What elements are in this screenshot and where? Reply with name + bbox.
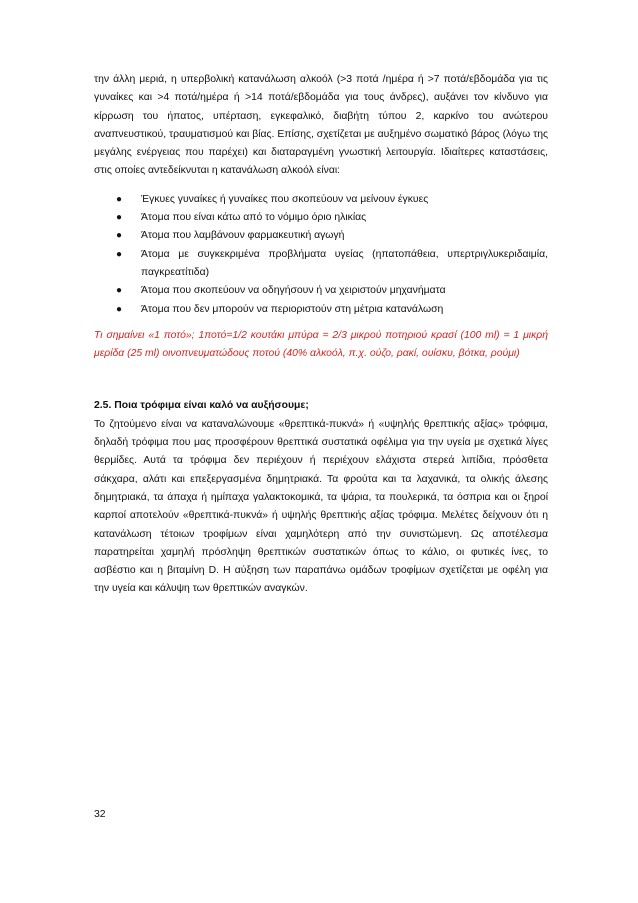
intro-paragraph: την άλλη μεριά, η υπερβολική κατανάλωση αλκοόλ (>3 ποτά /ημέρα ή >7 ποτά/εβδομάδα για τις γυναίκες και >4 ποτά/ημέρα ή >14 ποτά/εβδομάδα για τους άνδρες), αυξάνει τον κίνδυνο για κίρρωση του ήπατος, υπέρταση, εγκεφαλικό, διαβήτη τύπου 2, καρκίνο του ανώτερου αναπνευστικού, τραυματισμού και βίας. Επίσης, σχετίζεται με αυξημένο σωματικό βάρος (λόγω της μεγάλης ενέργειας που παρέχει) και διαταραγμένη γνωστική λειτουργία. Ιδιαίτερες καταστάσεις, στις οποίες αντεδείκνυται η κατανάλωση αλκοόλ είναι: bbox=[94, 74, 548, 177]
list-item-text: Άτομα που είναι κάτω από το νόμιμο όριο ηλικίας bbox=[141, 212, 367, 224]
list-item bbox=[116, 191, 548, 209]
bullet-icon: ● bbox=[116, 193, 123, 205]
drink-definition-note: Τι σημαίνει «1 ποτό»; 1ποτό=1/2 κουτάκι μπύρα = 2/3 μικρού ποτηριού κρασί (100 ml) = 1 μικρή μερίδα (25 ml) οινοπνευματώδους ποτού (40% αλκοόλ, π.χ. ούζο, ρακί, ουίσκυ, βότκα, ρούμι) bbox=[94, 329, 548, 360]
list-item-text: Έγκυες γυναίκες ή γυναίκες που σκοπεύουν να μείνουν έγκυες bbox=[141, 193, 429, 205]
list-item-text: Άτομα που λαμβάνουν φαρμακευτική αγωγή bbox=[141, 230, 345, 242]
contraindications-list bbox=[94, 191, 548, 319]
list-item-text: Άτομα που δεν μπορούν να περιοριστούν στη μέτρια κατανάλωση bbox=[141, 303, 444, 315]
section-heading: 2.5. Ποια τρόφιμα είναι καλό να αυξήσουμε; bbox=[94, 400, 309, 412]
list-item bbox=[116, 246, 548, 283]
list-item bbox=[116, 227, 548, 245]
page-number: 32 bbox=[94, 809, 106, 820]
bullet-icon: ● bbox=[116, 212, 123, 224]
list-item-text: Άτομα με συγκεκριμένα προβλήματα υγείας (ηπατοπάθεια, υπερτριγλυκεριδαιμία, παγκρεατίτιδα) bbox=[141, 248, 548, 278]
section-paragraph: Το ζητούμενο είναι να καταναλώνουμε «θρεπτικά-πυκνά» ή «υψηλής θρεπτικής αξίας» τρόφιμα, δηλαδή τρόφιμα που μας προσφέρουν θρεπτικά συστατικά οφέλιμα για την υγεία με σχετικά λίγες θερμίδες. Αυτά τα τρόφιμα δεν περιέχουν ή περιέχουν ελάχιστα στερεά λιπίδια, πρόσθετα σάκχαρα, αλάτι και επεξεργασμένα δημητριακά. Τα φρούτα και τα λαχανικά, τα ολικής άλεσης δημητριακά, τα άπαχα ή ημίπαχα γαλακτοκομικά, τα ψάρια, τα πουλερικά, τα όσπρια και οι ξηροί καρποί αποτελούν «θρεπτικά-πυκνά» ή υψηλής θρεπτικής αξίας τρόφιμα. Μελέτες δείχνουν ότι η κατανάλωση τέτοιων τροφίμων είναι χαμηλότερη από την συνιστώμενη. Ως αποτέλεσμα παρατηρείται χαμηλή πρόσληψη θρεπτικών συστατικών όπως το κάλιο, οι φυτικές ίνες, το ασβέστιο και η βιταμίνη D. Η αύξηση των παραπάνω ομάδων τροφίμων σχετίζεται με οφέλη για την υγεία και κάλυψη των θρεπτικών αναγκών. bbox=[94, 418, 548, 595]
bullet-icon: ● bbox=[116, 248, 123, 260]
list-item bbox=[116, 301, 548, 319]
list-item bbox=[116, 209, 548, 227]
list-item bbox=[116, 282, 548, 300]
bullet-icon: ● bbox=[116, 285, 123, 297]
bullet-icon: ● bbox=[116, 303, 123, 315]
list-item-text: Άτομα που σκοπεύουν να οδηγήσουν ή να χειριστούν μηχανήματα bbox=[141, 285, 446, 297]
bullet-icon: ● bbox=[116, 230, 123, 242]
